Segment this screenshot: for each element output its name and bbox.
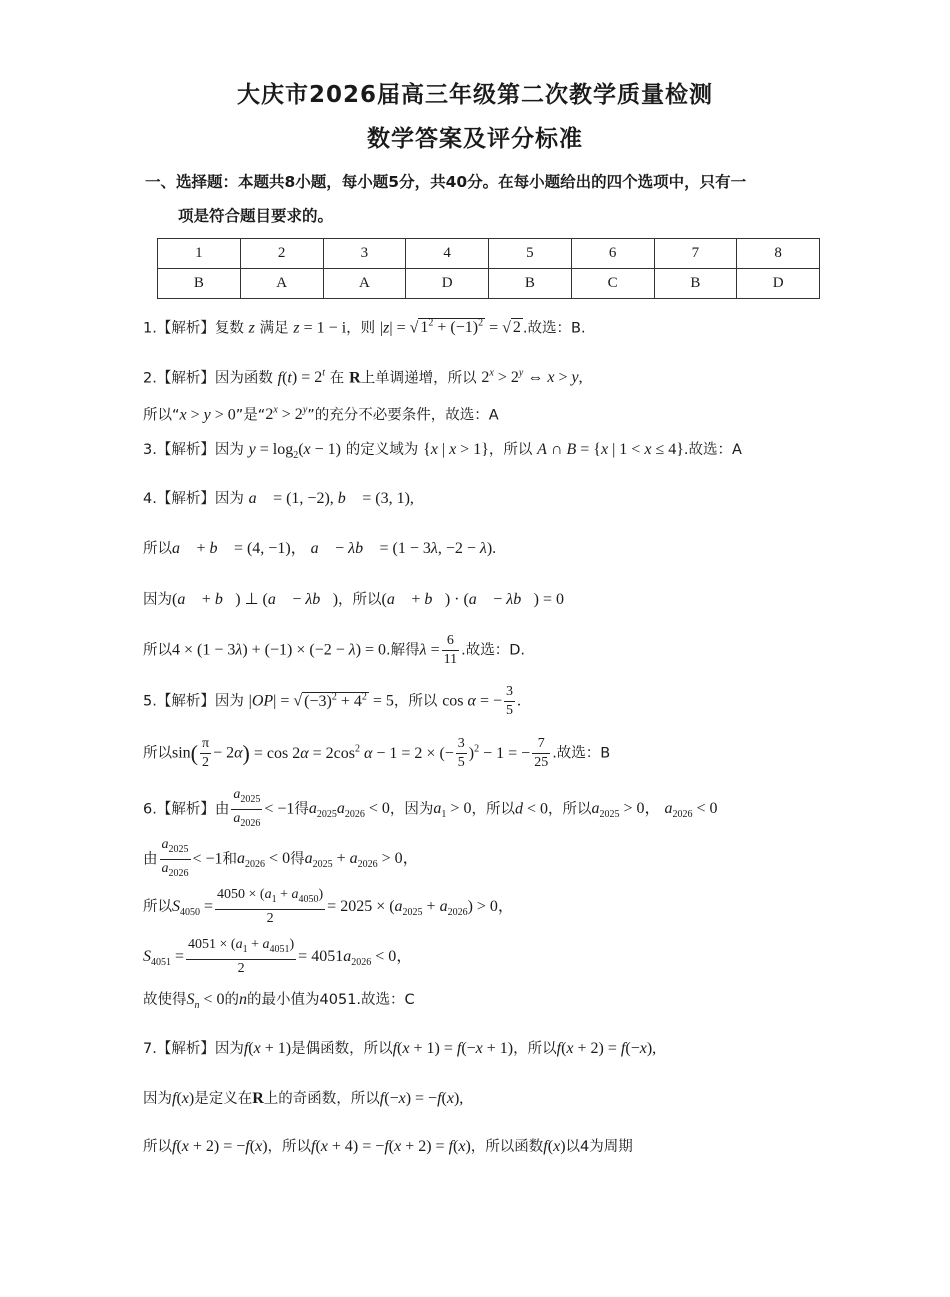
solution-q6-line5: 故使得$S_n < 0$的n的最小值为4051.故选：C (143, 991, 415, 1012)
q2-symbol-R: R (349, 369, 361, 387)
question-number: 7. (143, 1041, 157, 1057)
q6-text: ，所以 (547, 801, 592, 818)
answer-cell: A (323, 269, 406, 299)
q4-text: .故选：D. (461, 642, 525, 659)
solution-q7-line3: 所以f(x + 2) = −f(x)，所以f(x + 4) = −f(x + 2) = f(x)，所以函数f(x)以4为周期 (143, 1138, 633, 1155)
solution-q4: 4.【解析】因为 a⃗ = (1, −2), b⃗ = (3, 1), (143, 490, 414, 507)
q7-text: 因为 (214, 1041, 244, 1057)
solution-q2: 2.【解析】因为函数 $f(t) = 2^t$ 在 R上单调递增，所以 $2^x > 2^y$ ⇔ x > y, (143, 368, 583, 387)
q1-text: .故选：B. (522, 320, 586, 337)
q2-text: 上单调递增，所以 (360, 370, 477, 387)
q6-text: ，因为 (389, 801, 434, 818)
answer-cell: B (654, 269, 737, 299)
q5-text: 因为 (214, 693, 244, 710)
page-title: 大庆市2026届高三年级第二次教学质量检测 (236, 82, 713, 108)
answer-cell: B (158, 269, 241, 299)
q7-text: 所以 (143, 1139, 172, 1155)
question-number-cell: 1 (158, 239, 241, 269)
solution-q6-line2: 由 $\frac{a_{2025}}{a_{2026}}$ < −1和$a_{2026} < 0$得$a_{2025} + a_{2026} > 0$， (143, 837, 419, 879)
solution-q3: 3.【解析】因为 $y = \log_2(x - 1)$ 的定义域为 {x | x > 1}，所以 A ∩ B = {x | 1 < x ≤ 4}.故选：A (143, 441, 742, 462)
q6-text: 由 (143, 851, 158, 868)
solution-q7: 7.【解析】因为f(x + 1)是偶函数，所以f(x + 1) = f(−x + 1)，所以f(x + 2) = f(−x), (143, 1040, 657, 1057)
q2-text: ”是“ (235, 407, 266, 424)
section-heading-line2: 项是符合题目要求的。 (178, 207, 334, 225)
question-number-cell: 5 (489, 239, 572, 269)
q3-text: .故选：A (683, 442, 742, 458)
question-number-cell: 7 (654, 239, 737, 269)
q1-text: 满足 (259, 320, 289, 337)
solution-q6-line4: $S_{4051}$ = $\frac{4051 \times (a_1 + a_{4051})}{2}$ = $4051a_{2026} < 0$， (143, 937, 413, 976)
q6-text: 和 (222, 851, 238, 868)
analysis-tag: 【解析】 (156, 370, 215, 387)
q6-text: 由 (214, 801, 230, 818)
question-number-cell: 2 (240, 239, 323, 269)
answer-table-answer-row (158, 269, 820, 299)
q6-text: 的最小值为4051.故选：C (247, 992, 415, 1008)
solution-q1: 1.【解析】复数 z 满足 z = 1 − i，则 |z| = √ $1^2 + (-1)^2$ = √ 2 .故选：B. (143, 318, 586, 337)
solution-q5: 5.【解析】因为 |OP| = √ $(-3)^2 + 4^2 = 5$，所以 cos α = − $\frac{3}{5}$ . (143, 684, 521, 718)
q4-text: 所以 (143, 541, 172, 557)
q7-text: 以4为周期 (565, 1139, 633, 1155)
question-number-cell: 6 (571, 239, 654, 269)
q4-text: 因为 (214, 491, 244, 507)
q2-text: 在 (329, 370, 345, 387)
q2-text: 因为函数 (214, 370, 273, 387)
q3-text: ，所以 (488, 442, 533, 458)
q2-text: 所以“ (143, 407, 180, 424)
q6-text: 故使得 (143, 992, 187, 1008)
question-number-cell: 4 (406, 239, 489, 269)
answer-cell: A (240, 269, 323, 299)
answer-cell: D (737, 269, 820, 299)
question-number: 6. (143, 801, 157, 818)
q7-text: ，所以 (513, 1041, 557, 1057)
solution-q2-line2: 所以“x > y > 0”是“$2^x > 2^y$”的充分不必要条件，故选：A (143, 405, 499, 424)
section-heading-line1: 一、选择题：本题共8小题，每小题5分，共40分。在每小题给出的四个选项中，只有一 (145, 173, 747, 191)
page-subtitle: 数学答案及评分标准 (367, 126, 583, 152)
section-heading (145, 165, 805, 233)
answer-table-number-row (158, 239, 820, 269)
solution-q4-line2: 所以a⃗ + b⃗ = (4, −1)， a⃗ − λb⃗ = (1 − 3λ, −2 − λ). (143, 540, 497, 557)
solution-q6: 6.【解析】由 $\frac{a_{2025}}{a_{2026}}$ < −1得$a_{2025}a_{2026} < 0$，因为$a_1 > 0$，所以d < 0，所以$a_{2025} > 0$， $a_{2026} < 0$ (143, 787, 718, 829)
analysis-tag: 【解析】 (156, 693, 215, 710)
question-number: 4. (143, 491, 157, 507)
q1-text: ，则 (346, 320, 376, 337)
answer-cell: B (489, 269, 572, 299)
q4-text: 因为 (143, 592, 172, 608)
q7-text: 因为 (143, 1091, 172, 1107)
q5-text: .故选：B (552, 745, 611, 762)
q2-text: ”的充分不必要条件，故选：A (307, 407, 499, 424)
analysis-tag: 【解析】 (156, 1041, 215, 1057)
analysis-tag: 【解析】 (156, 442, 215, 458)
q4-text: 所以 (143, 642, 172, 659)
q6-text: 得 (290, 851, 305, 868)
q6-text: 得 (294, 801, 309, 818)
q6-text: 的 (224, 992, 240, 1008)
q4-text: ，所以 (338, 592, 382, 608)
analysis-tag: 【解析】 (156, 801, 215, 818)
question-number-cell: 8 (737, 239, 820, 269)
answer-cell: D (406, 269, 489, 299)
q7-text: ，所以 (267, 1139, 312, 1155)
q3-text: 因为 (214, 442, 244, 458)
analysis-tag: 【解析】 (156, 320, 215, 337)
answer-cell: C (571, 269, 654, 299)
question-number: 5. (143, 693, 157, 710)
question-number: 1. (143, 320, 157, 337)
solution-q6-line3: 所以$S_{4050}$ = $\frac{4050 \times (a_1 + a_{4050})}{2}$ = $2025 \times (a_{2025} + a_{2026}) > 0$， (143, 887, 514, 926)
question-number-cell: 3 (323, 239, 406, 269)
q7-text: 是定义在 (194, 1091, 253, 1107)
q7-text: ，所以函数 (470, 1139, 544, 1155)
q7-text: 上的奇函数，所以 (263, 1091, 380, 1107)
solution-q4-line3: 因为(a⃗ + b⃗) ⊥ (a⃗ − λb⃗)，所以(a⃗ + b⃗) · (a⃗ − λb⃗) = 0 (143, 591, 565, 608)
q6-text: ，所以 (471, 801, 515, 818)
analysis-tag: 【解析】 (156, 491, 215, 507)
q5-text: ，所以 (393, 693, 438, 710)
answer-table (157, 238, 820, 299)
question-number: 2. (143, 370, 157, 387)
question-number: 3. (143, 442, 157, 458)
q3-text: 的定义域为 (345, 442, 419, 458)
solution-q7-line2: 因为f(x)是定义在R上的奇函数，所以f(−x) = −f(x), (143, 1090, 464, 1107)
q6-text: 所以 (143, 898, 172, 915)
q4-text: .解得 (386, 642, 420, 659)
solution-q5-line2: 所以sin( $\frac{\pi}{2}$ − $2\alpha) = \cos 2\alpha = 2\cos^2$ α − 1 = 2 × (− $\frac{3}{5}$ )$^2$ − 1 = − $\frac{7}{25}$ .故选：B (143, 736, 611, 770)
q7-symbol-R: R (252, 1090, 264, 1107)
solution-q4-line4: 所以4 × (1 − 3λ) + (−1) × (−2 − λ) = 0.解得λ = $\frac{6}{11}$ .故选：D. (143, 633, 525, 667)
q5-text: 所以 (143, 745, 172, 762)
q1-text: 复数 (214, 320, 244, 337)
q7-text: 是偶函数，所以 (291, 1041, 393, 1057)
